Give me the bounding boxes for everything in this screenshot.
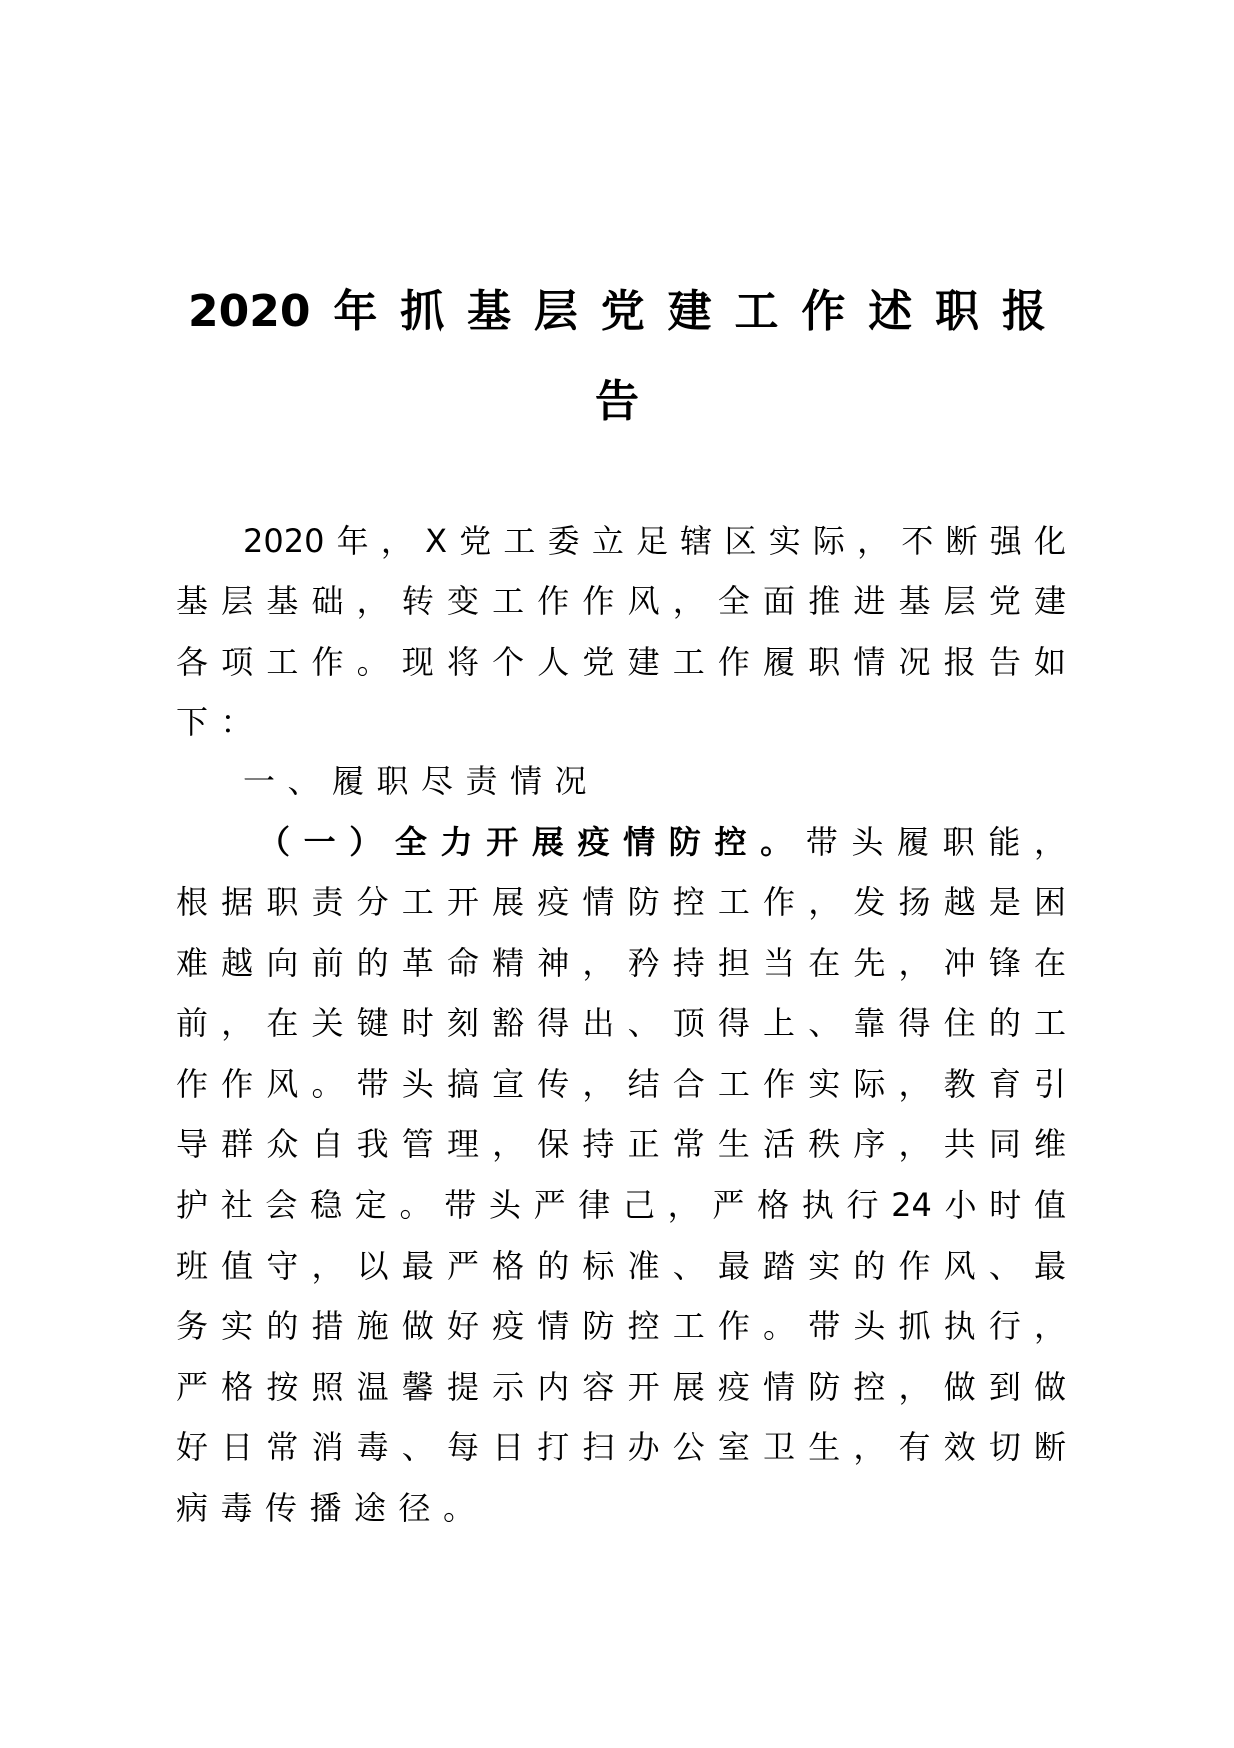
subsection-lead-line [258, 820, 1066, 864]
intro-line: 2020年，X党工委立足辖区实际，不断强化 [243, 522, 1066, 560]
section-heading: 一、履职尽责情况 [243, 762, 600, 800]
body-line: 前，在关键时刻豁得出、顶得上、靠得住的工 [176, 1004, 1066, 1043]
body-line: 务实的措施做好疫情防控工作。带头抓执行， [176, 1307, 1066, 1346]
document-title-line-2: 告 [595, 376, 639, 427]
intro-line: 各项工作。现将个人党建工作履职情况报告如 [176, 643, 1066, 681]
body-line: 严格按照温馨提示内容开展疫情防控，做到做 [176, 1367, 1066, 1406]
intro-line: 下： [176, 703, 266, 741]
body-line: 护社会稳定。带头严律己，严格执行24小时值 [176, 1186, 1066, 1224]
subsection-lead-text: 带头履职能， [805, 823, 1066, 861]
body-line: 好日常消毒、每日打扫办公室卫生，有效切断 [176, 1428, 1066, 1467]
body-line: 导群众自我管理，保持正常生活秩序，共同维 [176, 1125, 1066, 1164]
body-line: 病毒传播途径。 [176, 1489, 488, 1527]
body-line: 根据职责分工开展疫情防控工作，发扬越是困 [176, 883, 1066, 921]
document-title-line-1: 2020年抓基层党建工作述职报 [188, 286, 1046, 337]
body-line: 难越向前的革命精神，矜持担当在先，冲锋在 [176, 943, 1066, 982]
subsection-heading: （一）全力开展疫情防控。 [258, 823, 806, 861]
body-line: 作作风。带头搞宣传，结合工作实际，教育引 [176, 1064, 1066, 1103]
intro-line: 基层基础，转变工作作风，全面推进基层党建 [176, 582, 1066, 620]
body-line: 班值守，以最严格的标准、最踏实的作风、最 [176, 1246, 1066, 1285]
